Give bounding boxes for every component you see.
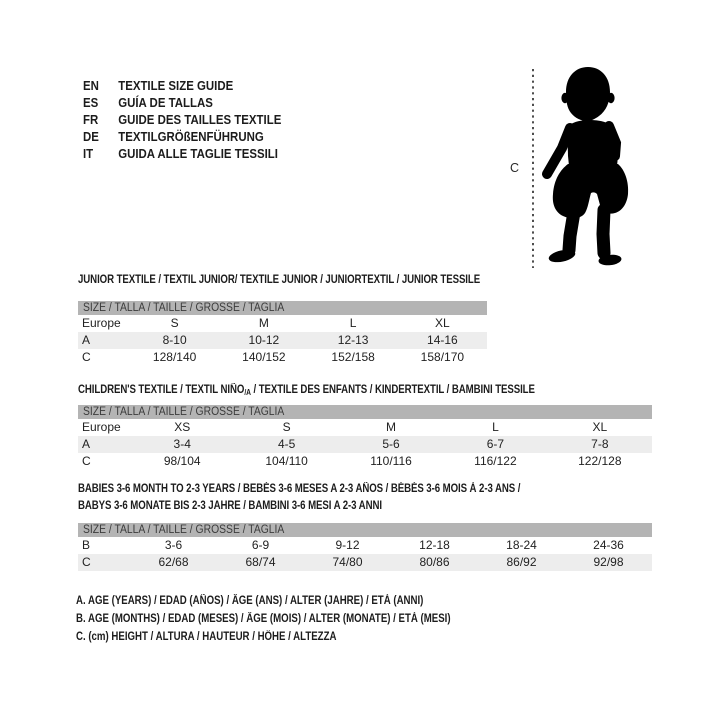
table-cell: 122/128 [578,454,622,468]
table-cell: 86/92 [506,555,537,569]
language-row [83,128,281,145]
table-cell: 98/104 [163,454,201,468]
table-cell: 12-18 [419,538,450,552]
table-cell: 74/80 [332,555,363,569]
language-row [83,145,281,162]
table-row [78,537,652,554]
table-cell: 14-16 [427,333,458,347]
table-cell: 8-10 [162,333,187,347]
babies-table-rows [78,537,652,571]
table-cell: 80/86 [419,555,450,569]
size-header-text: SIZE / TALLA / TAILLE / GRÖSSE / TAGLIA [83,302,285,314]
table-cell: 7-8 [591,437,609,451]
language-row [83,94,281,111]
table-cell: S [282,420,291,434]
table-row [78,453,652,470]
table-row [78,436,652,453]
legend-line-a: A. AGE (YEARS) / EDAD (AÑOS) / ÂGE (ANS) / ALTER (JAHRE) / ETÀ (ANNI) [76,595,424,607]
language-code: IT [83,146,94,161]
junior-table-title: JUNIOR TEXTILE / TEXTIL JUNIOR/ TEXTILE JUNIOR / JUNIORTEXTIL / JUNIOR TESSILE [78,274,481,286]
table-cell: XL [592,420,608,434]
row-label: A [82,333,91,347]
table-cell: 68/74 [245,555,276,569]
size-header-text: SIZE / TALLA / TAILLE / GRÖSSE / TAGLIA [83,406,285,418]
table-cell: 116/122 [474,454,517,468]
babies-title-line1: BABIES 3-6 MONTH TO 2-3 YEARS / BEBÉS 3-6 MESES A 2-3 AÑOS / BÉBÉS 3-6 MOIS À 2-3 ANS / [78,483,521,495]
children-table-rows [78,419,652,470]
table-cell: 128/140 [152,350,197,364]
table-row [78,315,487,332]
children-size-table [78,405,652,470]
table-cell: XS [174,420,191,434]
size-header-bar [78,523,652,537]
row-label: A [82,437,91,451]
language-code: EN [83,78,99,93]
language-title: TEXTILE SIZE GUIDE [118,78,234,93]
table-cell: 62/68 [158,555,189,569]
table-cell: 9-12 [335,538,360,552]
junior-size-table [78,301,487,366]
babies-title-line2: BABYS 3-6 MONATE BIS 2-3 JAHRE / BAMBINI 3-6 MESI A 2-3 ANNI [78,500,382,512]
table-cell: 104/110 [265,454,308,468]
table-row [78,554,652,571]
row-label: C [82,454,91,468]
table-row [78,419,652,436]
language-title-list [83,77,308,162]
table-cell: M [386,420,397,434]
language-title: GUÍA DE TALLAS [118,95,213,110]
size-header-bar [78,405,652,419]
language-title: GUIDE DES TAILLES TEXTILE [118,112,282,127]
junior-table-rows [78,315,487,366]
table-cell: L [349,316,357,330]
table-cell: 92/98 [593,555,624,569]
language-title: GUIDA ALLE TAGLIE TESSILI [118,146,278,161]
children-title-subscript: /A [244,388,251,397]
language-code: DE [83,129,99,144]
children-title-end: / TEXTILE DES ENFANTS / KINDERTEXTIL / BAMBINI TESSILE [250,384,535,396]
toddler-silhouette-figure [525,64,635,269]
babies-table-title [78,481,605,515]
children-title-start: CHILDREN'S TEXTILE / TEXTIL NIÑO [78,384,245,396]
table-cell: 152/158 [331,350,375,364]
table-cell: 6-7 [486,437,505,451]
legend-line-c: C. (cm) HEIGHT / ALTURA / HAUTEUR / HÖHE / ALTEZZA [76,631,337,643]
row-label: B [82,538,91,552]
children-table-title [78,382,535,401]
table-cell: 18-24 [506,538,537,552]
row-label: C [82,555,91,569]
row-label: C [82,350,91,364]
table-cell: 24-36 [593,538,624,552]
toddler-body-icon [548,67,629,266]
language-code: FR [83,112,99,127]
measurement-legend [76,592,522,646]
table-cell: 6-9 [251,538,270,552]
table-row [78,349,487,366]
babies-size-table [78,523,652,571]
row-label: Europe [82,420,121,434]
language-row [83,111,281,128]
size-header-bar [78,301,487,315]
table-cell: 3-6 [164,538,183,552]
table-cell: M [258,316,269,330]
table-cell: S [170,316,179,330]
table-cell: 5-6 [382,437,400,451]
table-cell: 3-4 [173,437,191,451]
legend-line-b: B. AGE (MONTHS) / EDAD (MESES) / ÂGE (MOIS) / ALTER (MONATE) / ETÀ (MESI) [76,613,451,625]
height-measure-label: C [510,161,520,175]
table-cell: 10-12 [248,333,280,347]
table-cell: 12-13 [337,333,369,347]
language-code: ES [83,95,99,110]
language-row [83,77,281,94]
table-cell: L [492,420,499,434]
table-cell: 110/116 [370,454,412,468]
row-label: Europe [82,316,121,330]
table-cell: 140/152 [242,350,286,364]
size-header-text: SIZE / TALLA / TAILLE / GRÖSSE / TAGLIA [83,524,285,536]
table-cell: 158/170 [420,350,465,364]
language-title: TEXTILGRÖßENFÜHRUNG [118,129,264,144]
table-cell: 4-5 [277,437,296,451]
table-row [78,332,487,349]
table-cell: XL [435,316,450,330]
